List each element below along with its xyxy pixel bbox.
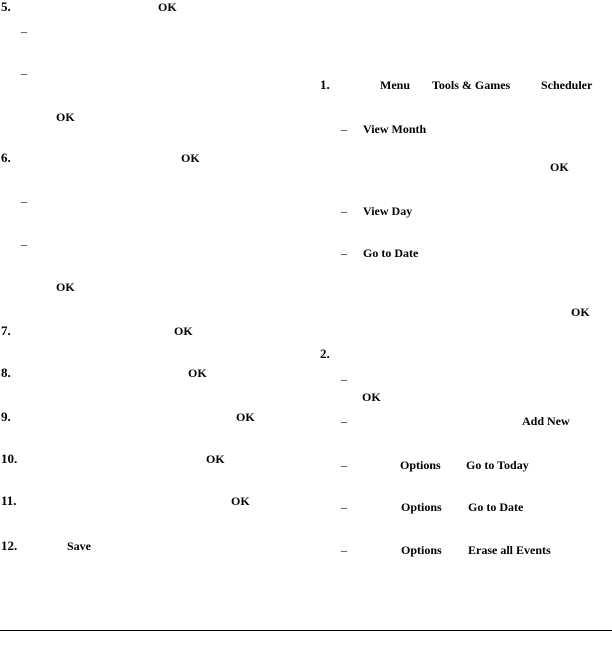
scheduler-label: Scheduler bbox=[541, 78, 593, 92]
step-2-dash: – bbox=[341, 372, 347, 386]
step-2-ok: OK bbox=[362, 390, 381, 404]
step-6-ok-2: OK bbox=[56, 280, 75, 294]
step-11-number: 11. bbox=[1, 493, 17, 508]
step-9-ok: OK bbox=[236, 410, 255, 424]
step-11-ok: OK bbox=[231, 494, 250, 508]
erase-events-dash: – bbox=[341, 543, 347, 557]
step-5-number: 5. bbox=[1, 0, 11, 14]
step-5-ok-2: OK bbox=[56, 110, 75, 124]
add-new-dash: – bbox=[341, 414, 347, 428]
right-step-1-number: 1. bbox=[320, 77, 330, 92]
options-go-to-date-label: Go to Date bbox=[468, 500, 524, 514]
view-month-ok: OK bbox=[550, 160, 569, 174]
step-5-dash-1: – bbox=[21, 24, 27, 38]
step-10-number: 10. bbox=[1, 451, 18, 466]
go-to-today-dash: – bbox=[341, 458, 347, 472]
go-to-today-options: Options bbox=[400, 458, 441, 472]
step-6-number: 6. bbox=[1, 150, 11, 165]
view-month-label: View Month bbox=[363, 122, 427, 136]
tools-games-label: Tools & Games bbox=[432, 78, 511, 92]
go-to-date-ok: OK bbox=[571, 305, 590, 319]
erase-events-options: Options bbox=[401, 543, 442, 557]
erase-events-label: Erase all Events bbox=[468, 543, 551, 557]
go-to-date-dash: – bbox=[341, 246, 347, 260]
options-go-to-date-options: Options bbox=[401, 500, 442, 514]
step-5-dash-2: – bbox=[21, 66, 27, 80]
step-6-ok: OK bbox=[181, 151, 200, 165]
go-to-date-label: Go to Date bbox=[363, 246, 419, 260]
step-8-number: 8. bbox=[1, 365, 11, 380]
go-to-today-label: Go to Today bbox=[466, 458, 529, 472]
step-9-number: 9. bbox=[1, 409, 11, 424]
right-step-2-number: 2. bbox=[320, 346, 330, 361]
menu-label: Menu bbox=[380, 78, 410, 92]
view-day-label: View Day bbox=[363, 204, 413, 218]
options-go-to-date-dash: – bbox=[341, 500, 347, 514]
step-8-ok: OK bbox=[188, 366, 207, 380]
footer-rule bbox=[0, 630, 612, 631]
step-6-dash-2: – bbox=[21, 237, 27, 251]
view-day-dash: – bbox=[341, 204, 347, 218]
step-7-ok: OK bbox=[174, 324, 193, 338]
step-10-ok: OK bbox=[206, 452, 225, 466]
step-12-save: Save bbox=[67, 539, 91, 553]
step-7-number: 7. bbox=[1, 323, 11, 338]
step-6-dash-1: – bbox=[21, 194, 27, 208]
add-new-label: Add New bbox=[522, 414, 570, 428]
view-month-dash: – bbox=[341, 122, 347, 136]
step-5-ok: OK bbox=[158, 0, 177, 14]
step-12-number: 12. bbox=[1, 538, 18, 553]
